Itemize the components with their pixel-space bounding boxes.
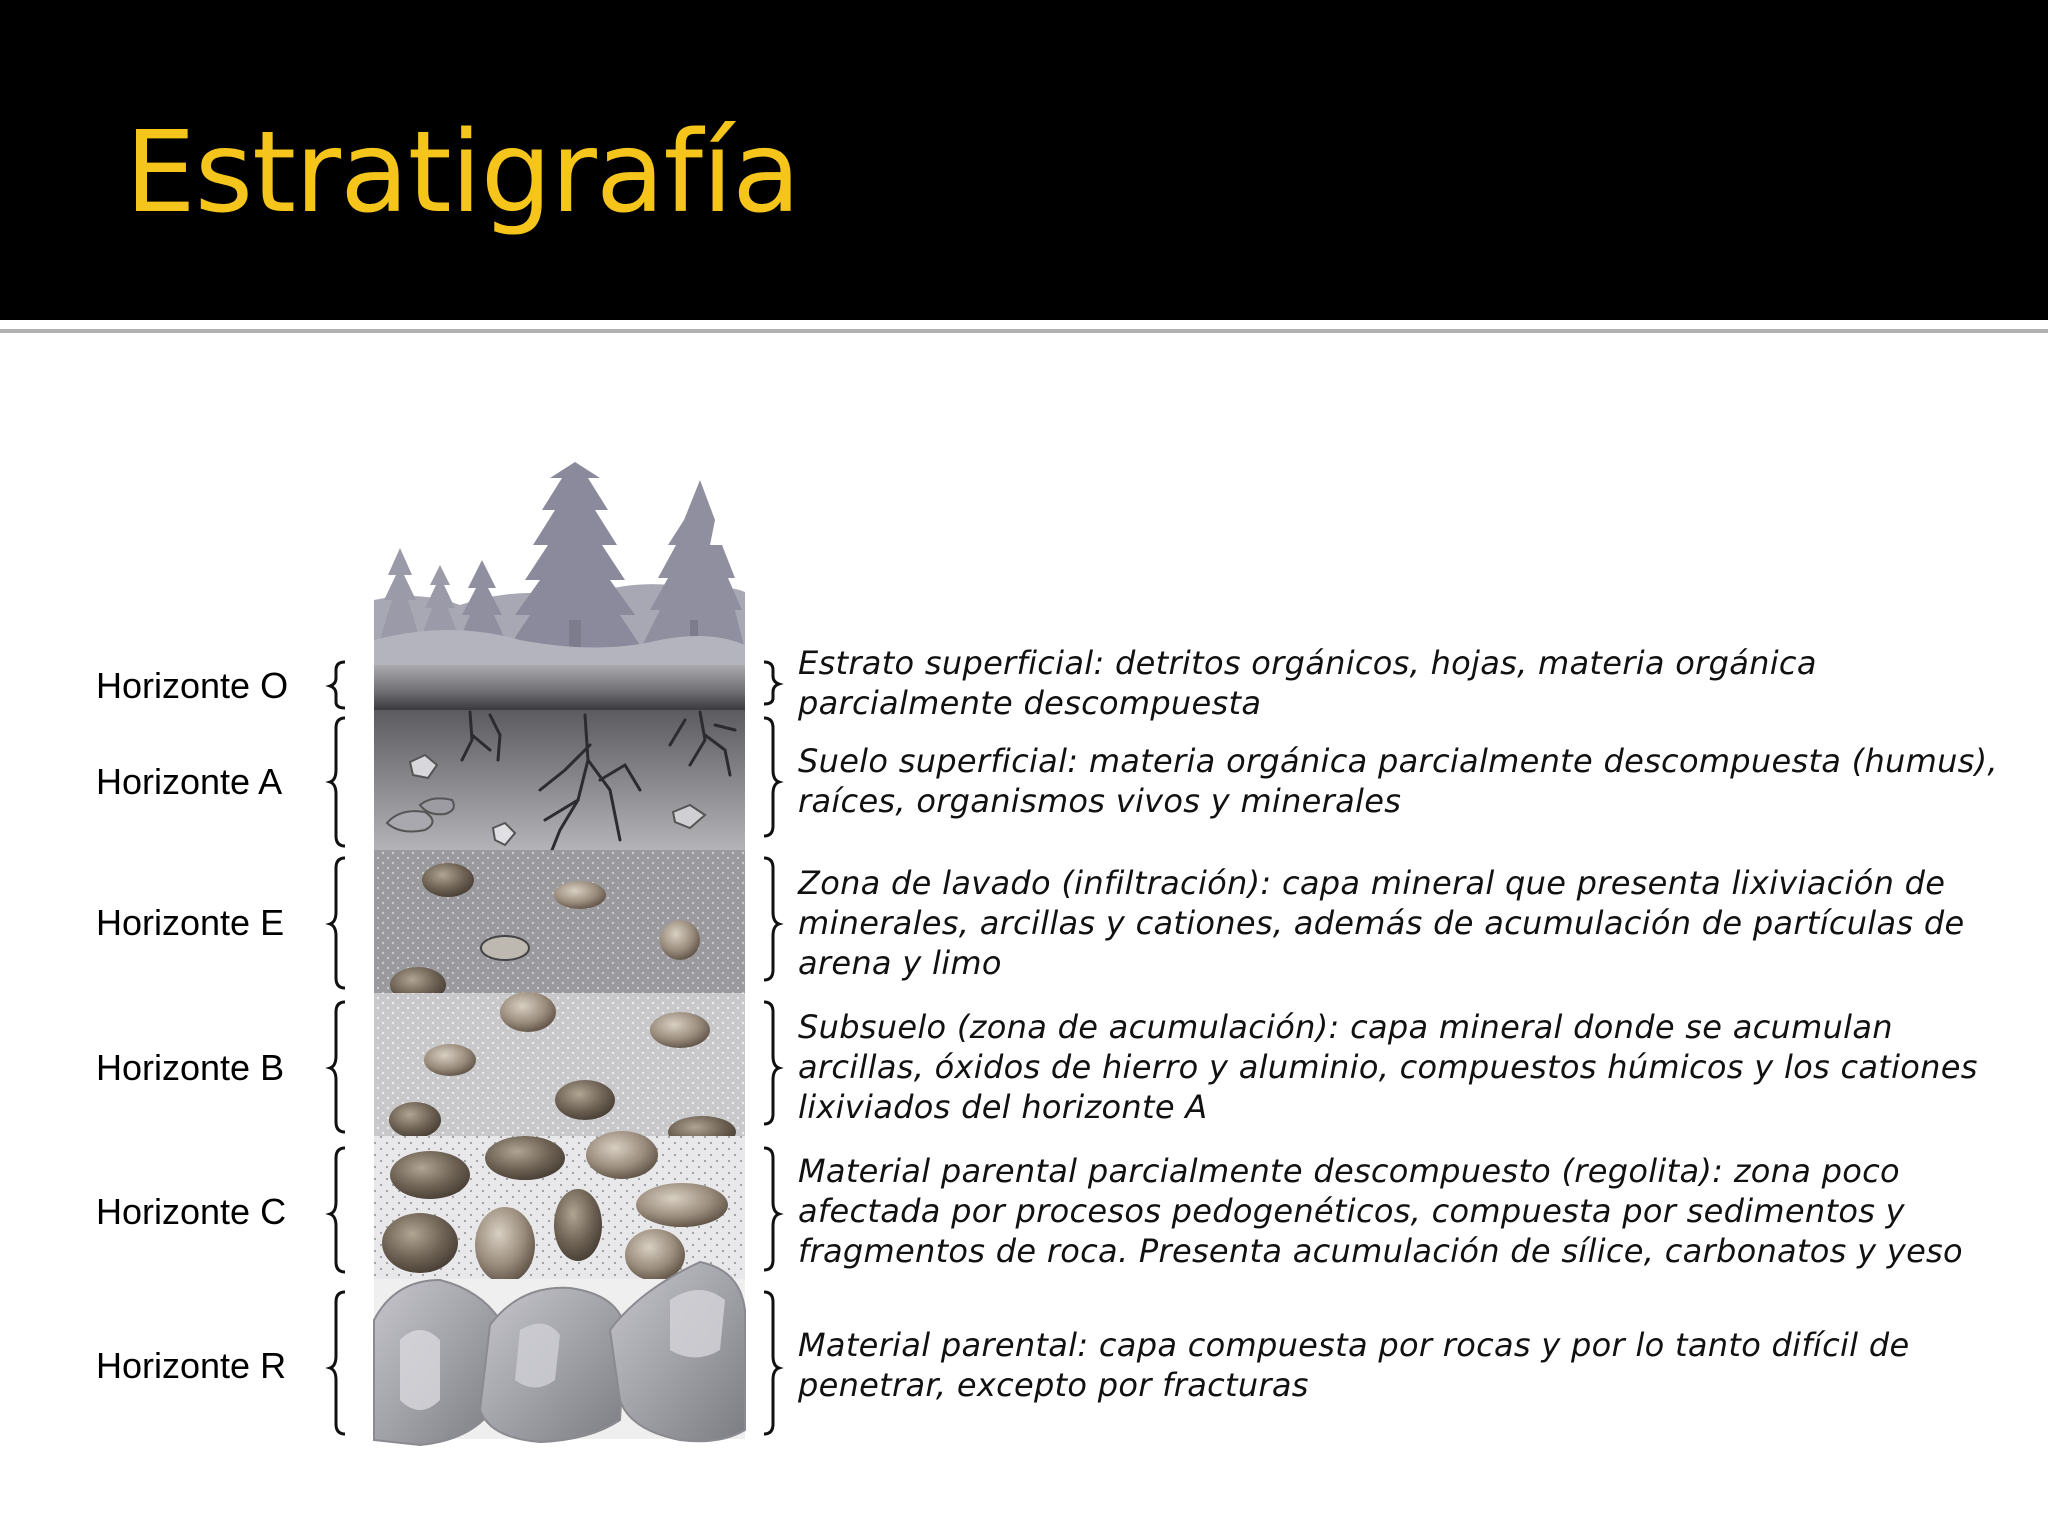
brace-right-a (764, 718, 779, 836)
horizon-description-e: Zona de lavado (infiltración): capa mineral que presenta lixiviación de minerales, arcillas y cationes, además de acumulación de partículas de arena y limo (798, 864, 1965, 982)
brace-right-c (764, 1148, 779, 1270)
brace-right-o (764, 662, 779, 704)
brace-left-c (330, 1148, 345, 1272)
brace-left-r (330, 1292, 345, 1434)
horizon-label-c: Horizonte C (96, 1191, 287, 1232)
horizon-label-e: Horizonte E (96, 902, 285, 943)
horizon-label-r: Horizonte R (96, 1345, 287, 1386)
horizon-label-b: Horizonte B (96, 1047, 285, 1088)
bedrock-illustration (374, 1262, 745, 1445)
brace-right-r (764, 1292, 779, 1434)
left-braces (330, 662, 345, 1434)
horizon-description-a: Suelo superficial: materia orgánica parcialmente descompuesta (humus), raíces, organismos vivos y minerales (798, 742, 1998, 820)
brace-right-b (764, 1002, 779, 1124)
horizon-description-c: Material parental parcialmente descompuesto (regolita): zona poco afectada por procesos pedogenéticos, compuesta por sedimentos y fragmentos de roca. Presenta acumulación de sílice, carbonatos y yeso (798, 1152, 1963, 1270)
brace-left-a (330, 718, 345, 846)
horizon-description-o: Estrato superficial: detritos orgánicos, hojas, materia orgánica parcialmente descompuesta (798, 644, 1817, 722)
horizon-label-o: Horizonte O (96, 665, 289, 706)
horizon-o-layer (374, 665, 745, 710)
brace-right-e (764, 858, 779, 980)
slide-title: Estratigrafía (125, 108, 800, 238)
brace-left-o (330, 662, 345, 708)
brace-left-e (330, 858, 345, 988)
right-braces (764, 662, 779, 1434)
horizon-label-a: Horizonte A (96, 761, 283, 802)
horizon-description-r: Material parental: capa compuesta por rocas y por lo tanto difícil de penetrar, excepto por fracturas (798, 1326, 1910, 1404)
horizon-description-b: Subsuelo (zona de acumulación): capa mineral donde se acumulan arcillas, óxidos de hierro y aluminio, compuestos húmicos y los cationes lixiviados del horizonte A (798, 1008, 1978, 1126)
forest-illustration (374, 462, 745, 675)
brace-left-b (330, 1002, 345, 1132)
